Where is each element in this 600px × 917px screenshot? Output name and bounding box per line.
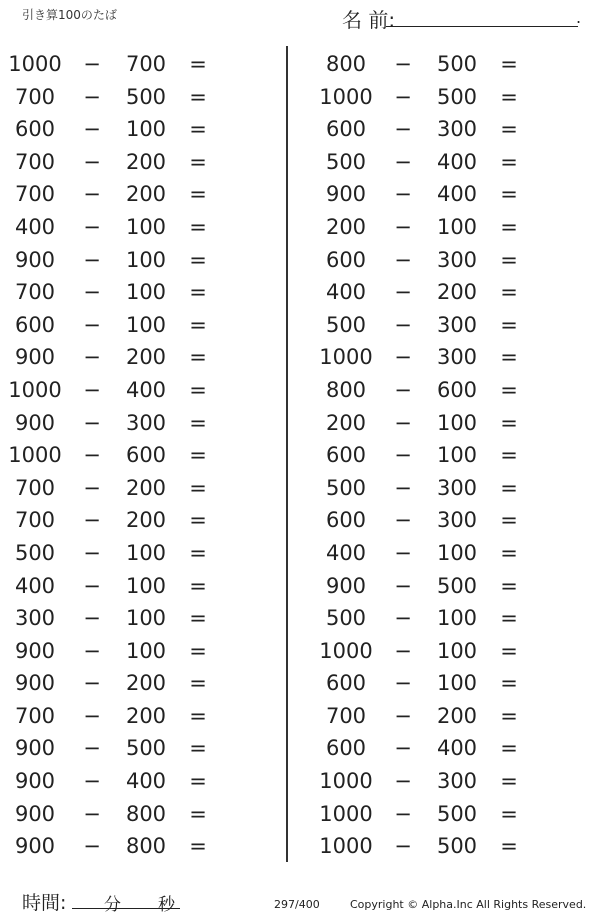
- subtrahend: 500: [125, 736, 167, 761]
- minus-sign: −: [394, 508, 412, 533]
- problem-row: [311, 374, 591, 407]
- minuend: 600: [325, 671, 367, 696]
- equals-sign: =: [189, 671, 207, 696]
- problem-row: [0, 798, 280, 831]
- subtrahend: 100: [125, 247, 167, 272]
- minuend: 700: [14, 84, 56, 109]
- minuend: 600: [325, 508, 367, 533]
- subtrahend: 300: [436, 117, 478, 142]
- minus-sign: −: [83, 703, 101, 728]
- problem-row: [0, 341, 280, 374]
- equals-sign: =: [189, 443, 207, 468]
- minuend: 900: [14, 247, 56, 272]
- minuend: 900: [14, 671, 56, 696]
- problem-row: [311, 732, 591, 765]
- minus-sign: −: [394, 769, 412, 794]
- subtrahend: 100: [436, 606, 478, 631]
- problem-row: [0, 472, 280, 505]
- subtrahend: 300: [436, 508, 478, 533]
- problem-row: [311, 407, 591, 440]
- problem-row: [311, 570, 591, 603]
- problem-row: [0, 276, 280, 309]
- minus-sign: −: [83, 671, 101, 696]
- minutes-label: 分: [104, 895, 121, 915]
- minuend: 500: [325, 149, 367, 174]
- problem-row: [311, 211, 591, 244]
- problem-row: [311, 472, 591, 505]
- minuend: 500: [325, 606, 367, 631]
- minus-sign: −: [394, 736, 412, 761]
- equals-sign: =: [189, 182, 207, 207]
- minuend: 900: [14, 736, 56, 761]
- minus-sign: −: [83, 736, 101, 761]
- subtrahend: 100: [125, 214, 167, 239]
- subtrahend: 200: [125, 345, 167, 370]
- subtrahend: 100: [436, 638, 478, 663]
- minus-sign: −: [394, 671, 412, 696]
- column-divider: [286, 46, 288, 862]
- minuend: 200: [325, 410, 367, 435]
- problem-row: [311, 765, 591, 798]
- subtrahend: 100: [436, 540, 478, 565]
- minuend: 700: [14, 280, 56, 305]
- equals-sign: =: [500, 247, 518, 272]
- minuend: 600: [325, 117, 367, 142]
- minuend: 1000: [319, 345, 373, 370]
- copyright-text: Copyright © Alpha.Inc All Rights Reserved.: [350, 898, 587, 911]
- name-field[interactable]: [342, 4, 582, 30]
- subtrahend: 300: [436, 345, 478, 370]
- problem-row: [311, 309, 591, 342]
- problem-row: [311, 602, 591, 635]
- equals-sign: =: [500, 377, 518, 402]
- worksheet-title: 引き算100のたば: [22, 8, 117, 22]
- minus-sign: −: [394, 247, 412, 272]
- subtrahend: 100: [125, 606, 167, 631]
- equals-sign: =: [500, 508, 518, 533]
- minuend: 1000: [8, 443, 62, 468]
- problem-row: [0, 504, 280, 537]
- minuend: 700: [325, 703, 367, 728]
- minuend: 1000: [319, 84, 373, 109]
- minus-sign: −: [394, 573, 412, 598]
- minuend: 400: [14, 214, 56, 239]
- equals-sign: =: [500, 671, 518, 696]
- equals-sign: =: [500, 801, 518, 826]
- minus-sign: −: [83, 540, 101, 565]
- subtrahend: 300: [436, 475, 478, 500]
- equals-sign: =: [189, 801, 207, 826]
- subtrahend: 300: [436, 312, 478, 337]
- name-label: 名 前:: [342, 8, 396, 32]
- name-underline: [386, 26, 578, 27]
- minus-sign: −: [394, 214, 412, 239]
- minuend: 700: [14, 475, 56, 500]
- equals-sign: =: [500, 410, 518, 435]
- minus-sign: −: [83, 508, 101, 533]
- subtrahend: 100: [125, 573, 167, 598]
- equals-sign: =: [500, 345, 518, 370]
- subtrahend: 800: [125, 801, 167, 826]
- subtrahend: 500: [436, 84, 478, 109]
- problem-row: [311, 244, 591, 277]
- subtrahend: 100: [436, 410, 478, 435]
- minuend: 500: [14, 540, 56, 565]
- minuend: 1000: [319, 834, 373, 859]
- problem-row: [311, 830, 591, 863]
- subtrahend: 100: [436, 214, 478, 239]
- problem-row: [311, 635, 591, 668]
- minuend: 1000: [319, 638, 373, 663]
- minus-sign: −: [83, 769, 101, 794]
- minuend: 900: [325, 182, 367, 207]
- problem-row: [311, 113, 591, 146]
- subtrahend: 400: [125, 377, 167, 402]
- equals-sign: =: [189, 377, 207, 402]
- minus-sign: −: [83, 84, 101, 109]
- problem-row: [311, 178, 591, 211]
- problem-row: [0, 570, 280, 603]
- minus-sign: −: [83, 149, 101, 174]
- minuend: 700: [14, 149, 56, 174]
- subtrahend: 200: [125, 475, 167, 500]
- minuend: 1000: [8, 52, 62, 76]
- minuend: 900: [14, 769, 56, 794]
- equals-sign: =: [500, 703, 518, 728]
- equals-sign: =: [500, 443, 518, 468]
- subtrahend: 100: [436, 443, 478, 468]
- problem-row: [0, 211, 280, 244]
- problem-row: [0, 700, 280, 733]
- subtrahend: 100: [125, 638, 167, 663]
- minuend: 400: [325, 540, 367, 565]
- equals-sign: =: [189, 703, 207, 728]
- equals-sign: =: [500, 312, 518, 337]
- right-problem-column: [311, 48, 591, 863]
- minus-sign: −: [394, 443, 412, 468]
- equals-sign: =: [189, 52, 207, 76]
- minus-sign: −: [83, 52, 101, 76]
- problem-row: [0, 667, 280, 700]
- minus-sign: −: [83, 182, 101, 207]
- minuend: 900: [325, 573, 367, 598]
- problem-row: [0, 830, 280, 863]
- equals-sign: =: [189, 312, 207, 337]
- minus-sign: −: [83, 312, 101, 337]
- problem-row: [0, 113, 280, 146]
- equals-sign: =: [189, 834, 207, 859]
- equals-sign: =: [189, 573, 207, 598]
- minus-sign: −: [394, 801, 412, 826]
- subtrahend: 800: [125, 834, 167, 859]
- equals-sign: =: [500, 280, 518, 305]
- equals-sign: =: [500, 214, 518, 239]
- equals-sign: =: [189, 769, 207, 794]
- minus-sign: −: [83, 443, 101, 468]
- equals-sign: =: [500, 182, 518, 207]
- minus-sign: −: [83, 280, 101, 305]
- equals-sign: =: [500, 834, 518, 859]
- problem-row: [0, 178, 280, 211]
- minuend: 200: [325, 214, 367, 239]
- subtrahend: 300: [125, 410, 167, 435]
- equals-sign: =: [189, 117, 207, 142]
- minus-sign: −: [394, 377, 412, 402]
- problem-row: [311, 341, 591, 374]
- minus-sign: −: [394, 703, 412, 728]
- minus-sign: −: [394, 149, 412, 174]
- minuend: 500: [325, 312, 367, 337]
- minus-sign: −: [394, 606, 412, 631]
- minuend: 900: [14, 410, 56, 435]
- subtrahend: 700: [125, 52, 167, 76]
- seconds-label: 秒: [158, 895, 175, 915]
- minuend: 400: [325, 280, 367, 305]
- minuend: 900: [14, 345, 56, 370]
- equals-sign: =: [189, 214, 207, 239]
- equals-sign: =: [189, 247, 207, 272]
- time-label: 時間:: [22, 892, 67, 914]
- problem-row: [0, 635, 280, 668]
- minus-sign: −: [394, 280, 412, 305]
- equals-sign: =: [189, 736, 207, 761]
- equals-sign: =: [500, 52, 518, 76]
- problem-row: [0, 48, 280, 81]
- subtrahend: 200: [436, 280, 478, 305]
- minuend: 1000: [319, 801, 373, 826]
- subtrahend: 600: [125, 443, 167, 468]
- minus-sign: −: [83, 214, 101, 239]
- minus-sign: −: [394, 475, 412, 500]
- subtrahend: 300: [436, 247, 478, 272]
- minuend: 1000: [8, 377, 62, 402]
- minuend: 300: [14, 606, 56, 631]
- problem-row: [311, 798, 591, 831]
- subtrahend: 200: [125, 703, 167, 728]
- problem-row: [311, 439, 591, 472]
- minuend: 600: [325, 736, 367, 761]
- minuend: 900: [14, 638, 56, 663]
- minus-sign: −: [394, 410, 412, 435]
- minus-sign: −: [394, 52, 412, 76]
- minus-sign: −: [394, 345, 412, 370]
- minus-sign: −: [83, 410, 101, 435]
- subtrahend: 200: [125, 182, 167, 207]
- subtrahend: 100: [436, 671, 478, 696]
- minus-sign: −: [394, 117, 412, 142]
- equals-sign: =: [189, 540, 207, 565]
- subtrahend: 400: [436, 149, 478, 174]
- minus-sign: −: [394, 84, 412, 109]
- subtrahend: 400: [125, 769, 167, 794]
- minus-sign: −: [394, 182, 412, 207]
- minus-sign: −: [83, 638, 101, 663]
- problem-row: [0, 765, 280, 798]
- equals-sign: =: [189, 410, 207, 435]
- equals-sign: =: [500, 638, 518, 663]
- problem-row: [311, 667, 591, 700]
- problem-row: [0, 374, 280, 407]
- subtrahend: 500: [436, 801, 478, 826]
- minus-sign: −: [83, 573, 101, 598]
- subtrahend: 500: [125, 84, 167, 109]
- minuend: 400: [14, 573, 56, 598]
- equals-sign: =: [189, 149, 207, 174]
- subtrahend: 500: [436, 573, 478, 598]
- minuend: 600: [14, 117, 56, 142]
- minus-sign: −: [83, 247, 101, 272]
- equals-sign: =: [189, 638, 207, 663]
- subtrahend: 200: [125, 508, 167, 533]
- subtrahend: 100: [125, 312, 167, 337]
- equals-sign: =: [189, 475, 207, 500]
- minuend: 800: [325, 377, 367, 402]
- equals-sign: =: [189, 606, 207, 631]
- minus-sign: −: [83, 117, 101, 142]
- problem-row: [0, 146, 280, 179]
- subtrahend: 400: [436, 182, 478, 207]
- subtrahend: 500: [436, 52, 478, 76]
- subtrahend: 500: [436, 834, 478, 859]
- minuend: 500: [325, 475, 367, 500]
- problem-row: [0, 602, 280, 635]
- problem-row: [311, 276, 591, 309]
- subtrahend: 400: [436, 736, 478, 761]
- subtrahend: 100: [125, 540, 167, 565]
- equals-sign: =: [189, 84, 207, 109]
- minuend: 700: [14, 703, 56, 728]
- left-problem-column: [0, 48, 280, 863]
- problem-row: [0, 407, 280, 440]
- problem-row: [0, 537, 280, 570]
- equals-sign: =: [500, 736, 518, 761]
- minuend: 600: [325, 443, 367, 468]
- equals-sign: =: [500, 84, 518, 109]
- minuend: 800: [325, 52, 367, 76]
- minus-sign: −: [83, 834, 101, 859]
- subtrahend: 100: [125, 280, 167, 305]
- subtrahend: 100: [125, 117, 167, 142]
- equals-sign: =: [500, 606, 518, 631]
- minuend: 700: [14, 508, 56, 533]
- problem-row: [311, 504, 591, 537]
- equals-sign: =: [500, 769, 518, 794]
- subtrahend: 300: [436, 769, 478, 794]
- subtrahend: 200: [436, 703, 478, 728]
- equals-sign: =: [189, 508, 207, 533]
- equals-sign: =: [189, 345, 207, 370]
- minuend: 600: [14, 312, 56, 337]
- minus-sign: −: [83, 606, 101, 631]
- minus-sign: −: [394, 834, 412, 859]
- page-number: 297/400: [274, 898, 320, 911]
- problem-row: [311, 700, 591, 733]
- minuend: 900: [14, 834, 56, 859]
- minus-sign: −: [83, 801, 101, 826]
- equals-sign: =: [500, 573, 518, 598]
- subtrahend: 200: [125, 671, 167, 696]
- equals-sign: =: [500, 475, 518, 500]
- equals-sign: =: [500, 117, 518, 142]
- minuend: 900: [14, 801, 56, 826]
- problem-row: [311, 48, 591, 81]
- problem-row: [0, 309, 280, 342]
- subtrahend: 200: [125, 149, 167, 174]
- problem-row: [311, 81, 591, 114]
- minus-sign: −: [394, 540, 412, 565]
- problem-row: [0, 244, 280, 277]
- minus-sign: −: [394, 312, 412, 337]
- minus-sign: −: [394, 638, 412, 663]
- problem-row: [0, 439, 280, 472]
- minus-sign: −: [83, 377, 101, 402]
- subtrahend: 600: [436, 377, 478, 402]
- equals-sign: =: [500, 540, 518, 565]
- minus-sign: −: [83, 345, 101, 370]
- minus-sign: −: [83, 475, 101, 500]
- equals-sign: =: [189, 280, 207, 305]
- minuend: 600: [325, 247, 367, 272]
- minuend: 1000: [319, 769, 373, 794]
- problem-row: [0, 732, 280, 765]
- minuend: 700: [14, 182, 56, 207]
- problem-row: [0, 81, 280, 114]
- equals-sign: =: [500, 149, 518, 174]
- name-dot: .: [576, 8, 582, 27]
- problem-row: [311, 146, 591, 179]
- problem-row: [311, 537, 591, 570]
